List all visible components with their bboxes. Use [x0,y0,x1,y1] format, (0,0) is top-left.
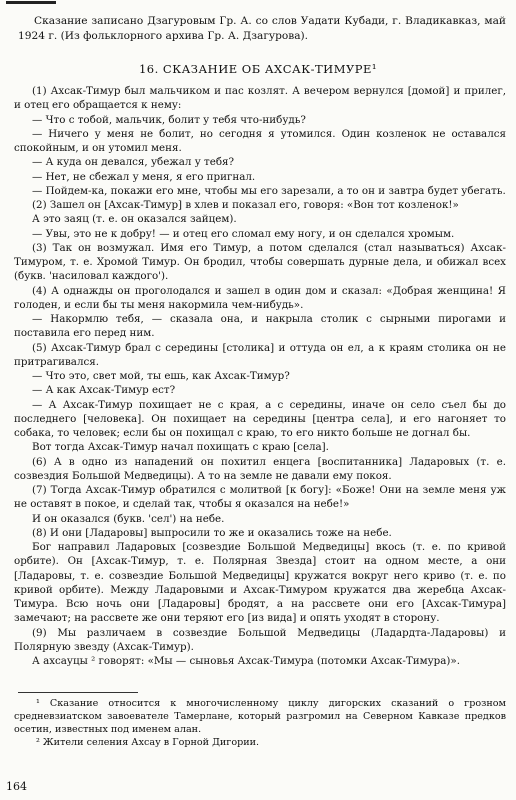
paragraph: (1) Ахсак-Тимур был мальчиком и пас козлят. А вечером вернулся [домой] и прилег, и отец его обращается к нему: [14,85,506,112]
paragraph: (7) Тогда Ахсак-Тимур обратился с молитвой [к богу]: «Боже! Они на земле меня уж не оставят в покое, и сделай так, чтобы я оказался на небе!» [14,484,506,511]
paragraph: А ахсауцы ² говорят: «Мы — сыновья Ахсак-Тимура (потомки Ахсак-Тимура)». [32,655,460,667]
paragraph: — Увы, это не к добру! — и отец его сломал ему ногу, и он сделался хромым. [32,227,455,240]
paragraph: — Нет, не сбежал у меня, я его пригнал. [32,170,256,183]
paragraph: (3) Так он возмужал. Имя его Тимур, а потом сделался (стал называться) Ахсак-Тимуром, т. е. Хромой Тимур. Он бродил, чтобы совершать дурные дела, и обижал всех (букв. 'насиловал каждого'). [14,241,506,283]
footnotes [14,697,506,749]
paragraph: — А как Ахсак-Тимур ест? [32,384,176,397]
paragraph: А это заяц (т. е. он оказался зайцем). [32,213,237,226]
paragraph: (5) Ахсак-Тимур брал с середины [столика] и оттуда он ел, а к краям столика он не притрагивался. [14,341,506,368]
footnote: ¹ Сказание относится к многочисленному циклу дигорских сказаний о грозном средневзиатском завоевателе Тамерлане, который разгромил на Северном Кавказе предков осетин, известных под именем алан. [14,698,506,735]
paragraph: И он оказался (букв. 'сел') на небе. [32,512,225,525]
paragraph: (9) Мы различаем в созвездие Большой Медведицы (Ладардта-Ладаровы) и Полярную звезду (Ахсак-Тимур). [14,626,506,653]
paragraph: (2) Зашел он [Ахсак-Тимур] в хлев и показал его, говоря: «Вон тот козленок!» [32,199,459,211]
story-heading: 16. СКАЗАНИЕ ОБ АХСАК-ТИМУРЕ¹ [138,62,378,76]
footnote-divider [18,692,138,693]
paragraph: — Что с тобой, мальчик, болит у тебя что-нибудь? [32,113,306,126]
source-note [18,14,506,44]
footnote: ² Жители селения Ахсау в Горной Дигории. [36,737,260,748]
paragraph: — Что это, свет мой, ты ешь, как Ахсак-Тимур? [32,370,290,382]
paragraph: (4) А однажды он проголодался и зашел в один дом и сказал: «Добрая женщина! Я голоден, и если бы ты меня накормила чем-нибудь». [14,284,506,311]
paragraph: — А куда он девался, убежал у тебя? [32,156,235,169]
source-note-text: Сказание записано Дзагуровым Гр. А. со слов Уадати Кубади, г. Владикавказ, май 1924 г. (Из фольклорного архива Гр. А. Дзагурова). [18,15,506,42]
paragraph: — Накормлю тебя, — сказала она, и накрыла столик с сырными пирогами и поставила его перед ним. [14,313,506,340]
paragraph: — А Ахсак-Тимур похищает не с края, а с середины, иначе он село съел бы до последнего [человека]. Он похищает на середины [центра села], и его нагоняет то собака, то человек; если бы он похищал с краю, то его никто больше не догнал бы. [14,398,506,439]
paragraph: (8) И они [Ладаровы] выпросили то же и оказались тоже на небе. [32,526,392,539]
paragraph: — Ничего у меня не болит, но сегодня я утомился. Один козленок не оставался спокойным, и он утомил меня. [14,127,506,154]
cropped-top-line [6,0,56,6]
page-number: 164 [6,780,27,793]
paragraph: — Пойдем-ка, покажи его мне, чтобы мы его зарезали, а то он и завтра будет убегать. [32,184,506,197]
story-body [14,84,506,668]
paragraph: Бог направил Ладаровых [созвездие Большой Медведицы] вкось (т. е. по кривой орбите). Он [Ахсак-Тимур, т. е. Полярная Звезда] стоит на одном месте, а они [Ладаровы, т. е. созвездие Большой Медведицы] кружатся вокруг него криво (т. е. по кривой орбите). Между Ладаровыми и Ахсак-Тимуром кружатся два жеребца Ахсак-Тимура. Всю ночь они [Ладаровы] бродят, а на рассвете они его [Ахсак-Тимура] замечают; на рассвете же они теряют его [из вида] и опять уходят в сторону. [14,541,506,625]
paragraph: Вот тогда Ахсак-Тимур начал похищать с краю [села]. [32,441,329,454]
paragraph: (6) А в одно из нападений он похитил енцега [воспитанника] Ладаровых (т. е. созвездия Большой Медведицы). А то на земле не давали ему покоя. [14,455,506,482]
